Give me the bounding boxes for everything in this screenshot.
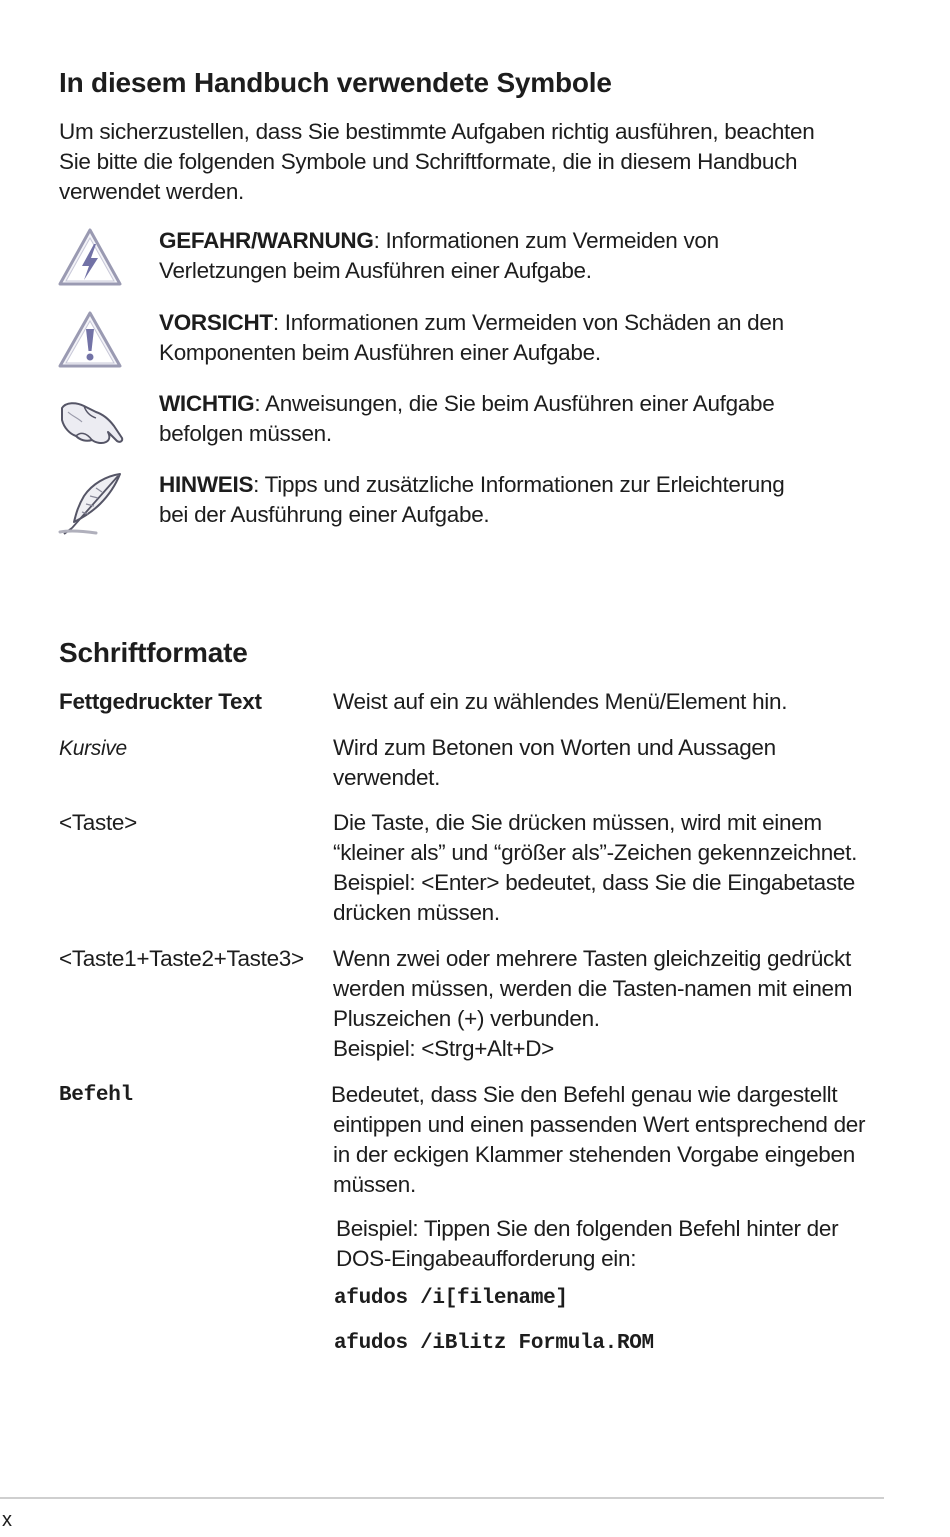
desc-line: eintippen und einen passenden Wert entsprechend der [333,1112,866,1137]
footer-rule [0,1497,884,1499]
notice-label: VORSICHT [159,310,273,335]
format-desc [331,1080,865,1200]
code-example-2: afudos /iBlitz Formula.ROM [334,1332,654,1355]
desc-line: Die Taste, die Sie drücken müssen, wird mit einem [333,810,822,835]
desc-line: Wenn zwei oder mehrere Tasten gleichzeitig gedrückt [333,946,851,971]
page-number: x [2,1509,12,1531]
desc-line: “kleiner als” und “größer als”-Zeichen gekennzeichnet. [333,840,858,865]
desc-line: werden müssen, werden die Tasten-namen mit einem [333,976,853,1001]
desc-line: verwendet. [333,765,441,790]
pointing-hand-icon [56,392,126,448]
format-term-key-combo: <Taste1+Taste2+Taste3> [59,946,304,971]
notice-text: Komponenten beim Ausführen einer Aufgabe. [159,340,601,365]
desc-line: Beispiel: <Enter> bedeutet, dass Sie die Eingabetaste [333,870,855,895]
feather-quill-icon [56,470,126,538]
notice-important [159,389,774,449]
desc-line: müssen. [333,1172,416,1197]
notice-label: GEFAHR/WARNUNG [159,228,374,253]
section-heading-formats: Schriftformate [59,637,248,668]
desc-line: in der eckigen Klammer stehenden Vorgabe eingeben [333,1142,855,1167]
format-desc [333,944,852,1064]
notice-caution [159,308,784,368]
exclamation-warning-icon [56,309,124,371]
notice-label: WICHTIG [159,391,255,416]
format-desc [333,733,776,793]
format-term-italic: Kursive [59,737,127,760]
desc-line: Beispiel: <Strg+Alt+D> [333,1036,555,1061]
desc-line: Pluszeichen (+) verbunden. [333,1006,600,1031]
notice-text: : Anweisungen, die Sie beim Ausführen einer Aufgabe [254,391,775,416]
notice-text: : Informationen zum Vermeiden von Schäden an den [272,310,784,335]
notice-text: Verletzungen beim Ausführen einer Aufgabe. [159,258,592,283]
notice-text: : Tipps und zusätzliche Informationen zur Erleichterung [253,472,785,497]
intro-line: Um sicherzustellen, dass Sie bestimmte Aufgaben richtig ausführen, beachten [59,119,815,144]
notice-text: befolgen müssen. [159,421,332,446]
example-line: Beispiel: Tippen Sie den folgenden Befehl hinter der [336,1216,839,1241]
desc-line: Bedeutet, dass Sie den Befehl genau wie dargestellt [331,1082,838,1107]
notice-danger [159,226,719,286]
desc-line: drücken müssen. [333,900,500,925]
format-desc [333,808,857,928]
intro-paragraph [59,117,814,207]
code-example-1: afudos /i[filename] [334,1287,568,1310]
desc-line: Weist auf ein zu wählendes Menü/Element hin. [333,689,788,714]
format-term-bold: Fettgedruckter Text [59,689,262,714]
notice-text: : Informationen zum Vermeiden von [373,228,719,253]
example-text [336,1214,838,1274]
lightning-warning-icon [56,226,124,290]
format-term-key: <Taste> [59,810,137,835]
format-term-command: Befehl [59,1084,133,1107]
intro-line: verwendet werden. [59,179,245,204]
example-line: DOS-Eingabeaufforderung ein: [336,1246,637,1271]
format-desc [333,687,787,717]
notice-text: bei der Ausführung einer Aufgabe. [159,502,490,527]
notice-note [159,470,784,530]
intro-line: Sie bitte die folgenden Symbole und Schriftformate, die in diesem Handbuch [59,149,798,174]
section-heading-symbols: In diesem Handbuch verwendete Symbole [59,67,612,98]
desc-line: Wird zum Betonen von Worten und Aussagen [333,735,776,760]
notice-label: HINWEIS [159,472,254,497]
